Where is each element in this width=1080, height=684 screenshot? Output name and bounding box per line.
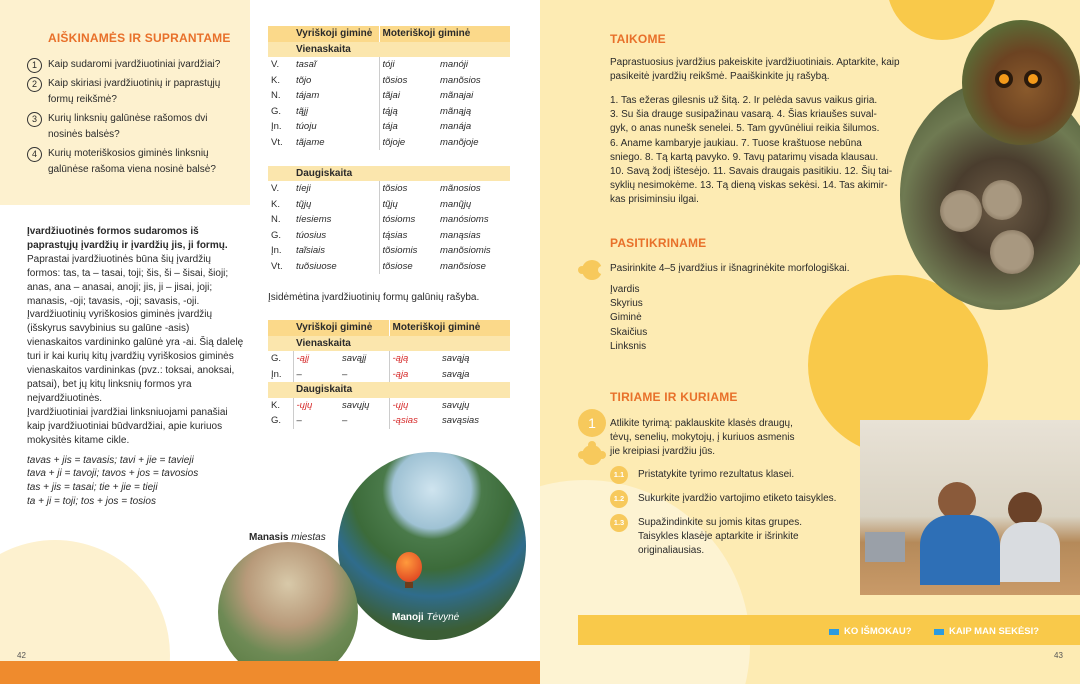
table-cell: manõsiose [440, 260, 486, 272]
table-cell: mãnajai [440, 90, 474, 102]
table-cell: tõsios [382, 74, 408, 86]
question-2 [27, 76, 242, 108]
morph-item: Giminė [610, 312, 642, 324]
table-cell: manų̃jų [440, 198, 472, 210]
explanation-text [27, 225, 247, 509]
table-cell: tõjoje [382, 136, 406, 148]
intro-line: Įvardžiuotiniai įvardžiai linksniuojami panašiai kaip įvardžiuotiniai būdvardžiai, apie kuriuos mokysitės kitame cikle. [27, 406, 228, 446]
intro-bold: Įvardžiuotinės formos sudaromos iš paprastųjų įvardžių ir įvardžių jis, ji formų. [27, 226, 228, 251]
page-number-right: 43 [1054, 651, 1063, 660]
table-cell: manósioms [440, 214, 489, 226]
section-title-tiriame: TIRIAME IR KURIAME [610, 390, 738, 404]
case-label: Įn. [271, 368, 282, 380]
subtask [610, 490, 860, 508]
formula-line: tava + ji = tavoji; tavos + jos = tavosios [27, 468, 199, 480]
subtask-text: Sukurkite įvardžio vartojimo etiketo taisykles. [638, 493, 837, 504]
plural-row [268, 197, 510, 213]
question-number: 4 [27, 147, 42, 162]
formula-line: tavas + jis = tavasis; tavi + jie = tavieji [27, 454, 194, 466]
case-label: Įn. [271, 245, 282, 257]
plural-row [268, 398, 510, 414]
plural-row [268, 228, 510, 244]
subtask [610, 514, 860, 559]
singular-row [268, 351, 510, 367]
plural-row [268, 413, 510, 429]
intro-line: manasis, -oji; tavasis, -oji; savasis, -oji. [27, 295, 200, 307]
case-label: G. [271, 105, 282, 117]
question-4 [27, 146, 242, 178]
table-header-row [268, 26, 510, 42]
puzzle-icon [578, 441, 606, 469]
singular-row [268, 104, 510, 120]
intro-line: Paprastai įvardžiuotinės būna šių įvardžių formos: tas, ta – tasai, toji; šis, ši – šisai, šioji; [27, 253, 229, 279]
table-cell: tõsiomis [382, 245, 418, 257]
singular-row [268, 57, 510, 73]
owl-eye [1024, 70, 1042, 88]
table-cell: tõsiose [382, 260, 413, 272]
task-number-badge: 1 [578, 409, 606, 437]
square-icon [829, 629, 839, 635]
plural-label: Daugiskaita [296, 384, 353, 396]
morph-item: Skaičius [610, 326, 648, 338]
table2-caption: Įsidėmėtina įvardžiuotinių formų galūnių rašyba. [268, 292, 480, 303]
owl-photo [962, 20, 1080, 145]
col-header-masc: Vyriškoji giminė [293, 320, 389, 336]
table-cell: – [293, 367, 339, 383]
morph-item: Linksnis [610, 340, 647, 352]
ko-ismokau-label: KO IŠMOKAU? [844, 626, 912, 637]
owlet [982, 180, 1022, 220]
table-cell: tuõsiuose [293, 259, 379, 275]
formula-line: ta + ji = toji; tos + jos = tosios [27, 496, 156, 508]
table-cell: tãjame [293, 135, 379, 151]
subtask-text: Pristatykite tyrimo rezultatus klasei. [638, 469, 795, 480]
hot-air-balloon [396, 552, 422, 582]
kaip-man-sekesi-button[interactable] [934, 626, 1039, 637]
morph-list [610, 283, 647, 354]
table-cell: tóji [382, 59, 395, 71]
declension-table [268, 26, 510, 274]
table-cell: tų̃jų [382, 198, 398, 210]
col-header-fem: Moteriškoji giminė [382, 28, 471, 40]
table-cell: -ąją [389, 351, 439, 367]
table-cell: manõsios [440, 74, 481, 86]
tiriame-line: tėvų, senelių, mokytojų, į kuriuos asmenis [610, 432, 795, 444]
table-cell: -ąsias [389, 413, 439, 429]
pasitikriname-instruction: Pasirinkite 4–5 įvardžius ir išnagrinėkite morfologiškai. [610, 263, 850, 274]
sentence-line: 6. Aname kambaryje jaukiau. 7. Tuose kraštuose nebūna [610, 137, 862, 149]
table-cell: -ųjų [389, 398, 439, 414]
question-text: Kurių moteriškosios giminės linksnių galūnėse rašoma viena nosinė balsė? [48, 148, 216, 175]
section-title-pasitikriname: PASITIKRINAME [610, 236, 707, 250]
subtask [610, 466, 860, 484]
table-cell: manõjoje [440, 136, 479, 148]
ko-ismokau-button[interactable] [829, 626, 912, 637]
sentence-line: sniego. 8. Tą kartą pavyko. 9. Tavų patarimų visada klausau. [610, 151, 879, 163]
case-label: G. [271, 415, 282, 427]
case-label: V. [271, 183, 280, 195]
table-cell: savųjų [442, 399, 470, 411]
question-number: 3 [27, 112, 42, 127]
table-cell: tõjo [293, 73, 379, 89]
plural-row [268, 181, 510, 197]
case-label: V. [271, 59, 280, 71]
sentence-line: 10. Savą žodį ištesėjo. 11. Savais draugais pasitikiu. 12. Šių tai- [610, 166, 893, 178]
subtask-number: 1.1 [610, 466, 628, 484]
singular-label: Vienaskaita [296, 337, 351, 349]
case-label: K. [271, 198, 280, 210]
case-label: G. [271, 229, 282, 241]
table-cell: savąją [442, 353, 470, 365]
section-title-aiskinames: AIŠKINAMĖS IR SUPRANTAME [48, 31, 231, 45]
plural-row [268, 243, 510, 259]
table-cell: túoju [293, 119, 379, 135]
table-cell: tų̃jų [293, 197, 379, 213]
table-cell: manóji [440, 59, 468, 71]
boy-shirt [1000, 522, 1060, 582]
table-cell: – [293, 413, 339, 429]
table-cell: tą́sias [382, 229, 408, 241]
question-text: Kaip skiriasi įvardžiuotinių ir paprastųjų formų reikšmė? [48, 78, 221, 105]
square-icon [934, 629, 944, 635]
table-cell: -ųjų [293, 398, 339, 414]
table-cell: -ąja [389, 367, 439, 383]
table-cell: mãnąją [440, 105, 472, 117]
boy-head [1008, 492, 1042, 526]
table-cell: savąja [442, 368, 470, 380]
subtask-number: 1.2 [610, 490, 628, 508]
land-caption: Manoji Tėvynė [392, 612, 460, 623]
singular-row [268, 367, 510, 383]
subtask-text: Supažindinkite su jomis kitas grupes. Taisykles klasėje aptarkite ir išrinkite originaliausias. [638, 517, 802, 557]
owlet [990, 230, 1034, 274]
sentence-line: 1. Tas ežeras gilesnis už šitą. 2. Ir pelėda savus vaikus giria. [610, 95, 878, 106]
question-text: Kurių linksnių galūnėse rašomos dvi nosinės balsės? [48, 113, 208, 140]
sentence-line: gyk, o anas nunešk senelei. 5. Tam gyvūnėliui reikia šilumos. [610, 123, 880, 135]
city-caption: Manasis miestas [249, 532, 326, 543]
table-cell: tą̃jį [293, 104, 379, 120]
table-cell: tasaĩ [293, 57, 379, 73]
table-cell: tósioms [382, 214, 416, 226]
table-cell: savąjį [339, 351, 389, 367]
taikome-sentences [610, 94, 940, 208]
question-1 [27, 57, 242, 73]
plural-label: Daugiskaita [296, 167, 353, 179]
table-cell: manąsias [440, 229, 481, 241]
question-text: Kaip sudaromi įvardžiuotiniai įvardžiai? [48, 59, 221, 70]
singular-row [268, 119, 510, 135]
singular-label: Vienaskaita [296, 43, 351, 55]
case-label: K. [271, 399, 280, 411]
page-number-left: 42 [17, 651, 26, 660]
morph-item: Įvardis [610, 284, 640, 295]
case-label: Vt. [271, 260, 283, 272]
case-label: G. [271, 353, 282, 365]
right-page [540, 0, 1080, 684]
decor-circle [887, 0, 997, 40]
question-number: 1 [27, 58, 42, 73]
case-label: N. [271, 214, 281, 226]
table-cell: -ąjį [293, 351, 339, 367]
tiriame-line: Atlikite tyrimą: paklauskite klasės draugų, [610, 418, 793, 429]
table-cell: savąsias [442, 415, 479, 427]
table-cell: manája [440, 121, 472, 133]
formula-line: tas + jis = tasai; tie + jie = tieji [27, 482, 158, 494]
endings-table [268, 320, 510, 429]
intro-line: anas, ana – anasai, anoji; jis, ji – jisai, joji; [27, 281, 213, 293]
case-label: K. [271, 74, 280, 86]
subtask-list [610, 466, 860, 559]
kaip-man-sekesi-label: KAIP MAN SEKĖSI? [949, 626, 1040, 637]
table-cell: – [339, 367, 389, 383]
table-cell: tą́ją [382, 105, 398, 117]
table-cell: tõsios [382, 183, 408, 195]
question-list [27, 57, 242, 178]
man-shirt [920, 515, 1000, 585]
table-cell: tája [382, 121, 398, 133]
col-header-fem: Moteriškoji giminė [392, 322, 481, 334]
sentence-line: kas prisiminsiu ilgai. [610, 194, 699, 206]
table-cell: tíeji [293, 181, 379, 197]
owl-eye [995, 70, 1013, 88]
laptop [865, 532, 905, 562]
plural-row [268, 259, 510, 275]
subtask-number: 1.3 [610, 514, 628, 532]
puzzle-icon [578, 256, 606, 284]
table-cell: manõsiomis [440, 245, 491, 257]
table-cell: tíesiems [293, 212, 379, 228]
case-label: N. [271, 90, 281, 102]
case-label: Įn. [271, 121, 282, 133]
table-cell: mãnosios [440, 183, 481, 195]
father-son-photo [860, 420, 1080, 595]
morph-item: Skyrius [610, 298, 643, 310]
footer-bar [0, 661, 540, 684]
sentence-line: 3. Su šia drauge susipažinau vasarą. 4. Šias kriaušes suval- [610, 109, 877, 121]
table-cell: savųjų [339, 398, 389, 414]
table-cell: taĩsiais [293, 243, 379, 259]
taikome-instruction: Paprastuosius įvardžius pakeiskite įvardžiuotiniais. Aptarkite, kaip pasikeitė įvardžių reikšmė. Paaiškinkite jų rašybą. [610, 57, 900, 83]
plural-row [268, 212, 510, 228]
tiriame-line: jie kreipiasi įvardžiu jūs. [610, 446, 716, 458]
owlet [940, 190, 982, 232]
singular-row [268, 135, 510, 151]
singular-row [268, 73, 510, 89]
tiriame-text [610, 417, 820, 460]
sentence-line: syklių nesimokėme. 13. Tą dieną viskas sekėsi. 14. Tas akimir- [610, 180, 888, 192]
table-cell: tãjai [382, 90, 400, 102]
table-cell: – [339, 413, 389, 429]
question-number: 2 [27, 77, 42, 92]
case-label: Vt. [271, 136, 283, 148]
section-title-taikome: TAIKOME [610, 32, 666, 46]
intro-line: Įvardžiuotinių vyriškosios giminės įvardžių (išskyrus savybinius su galūne -asis) vienaskaitos vardininko galūnė yra -ai. Šią dalelę turi ir kai kurių kitų įvardžių vyriškosios giminės vienaskaitos vardininkas (pvz.: toksai, anoksai, patsai), bet jų kitų linksnių formos yra neįvardžiuotinės. [27, 309, 244, 404]
table-cell: túosius [293, 228, 379, 244]
singular-row [268, 88, 510, 104]
col-header-masc: Vyriškoji giminė [293, 26, 379, 42]
question-3 [27, 111, 242, 143]
table-cell: tájam [293, 88, 379, 104]
